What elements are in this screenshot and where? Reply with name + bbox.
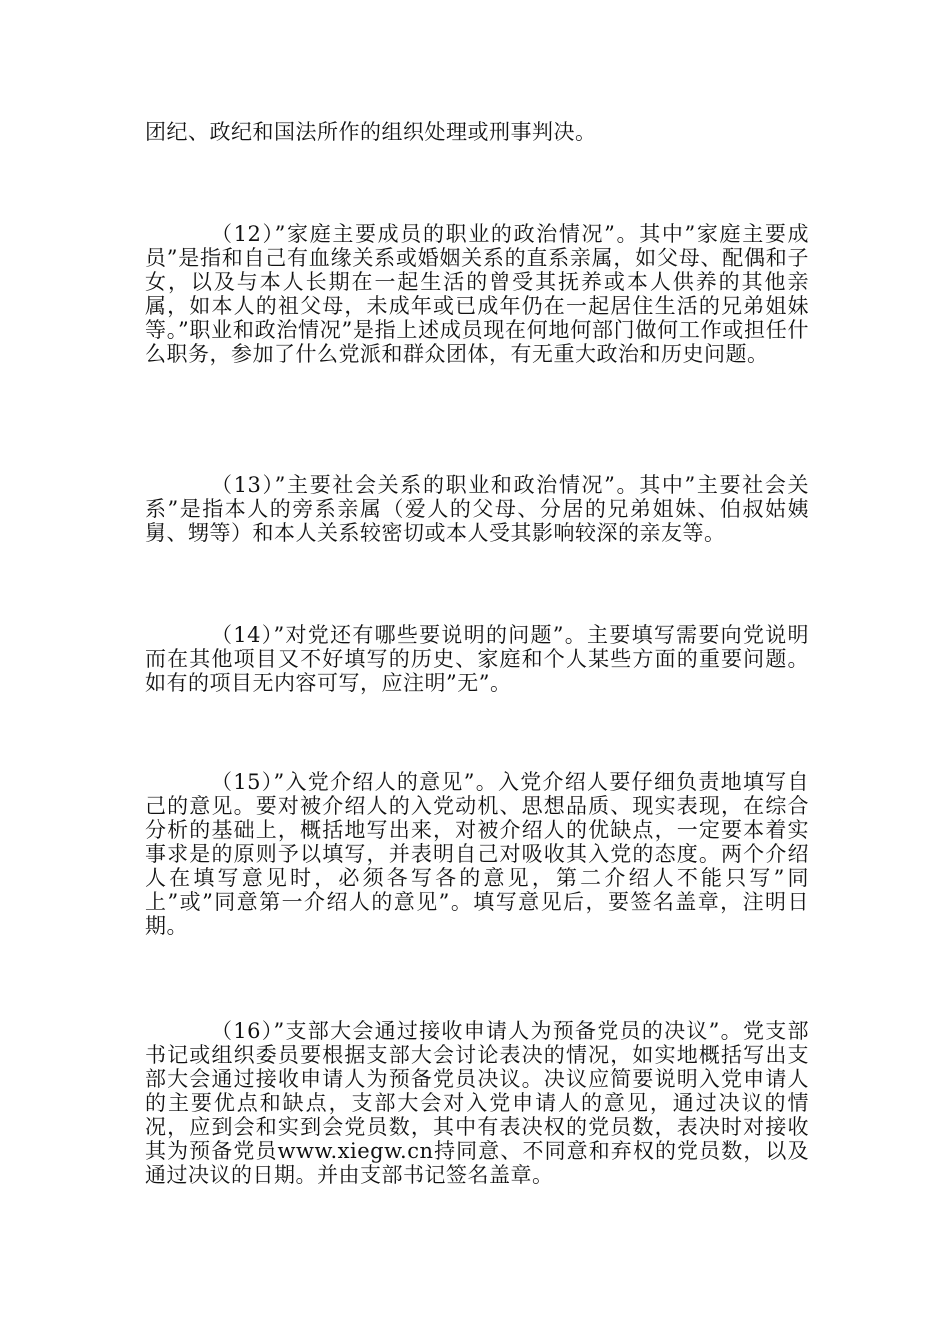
paragraph-item-15: （15）”入党介绍人的意见”。入党介绍人要仔细负责地填写自己的意见。要对被介绍人的入党动机、思想品质、现实表现，在综合分析的基础上，概括地写出来，对被介绍人的优缺点，一定要本着实事求是的原则予以填写，并表明自己对吸收其入党的态度。两个介绍人在填写意见时，必须各写各的意见，第二介绍人不能只写”同上”或”同意第一介绍人的意见”。填写意见后，要签名盖章，注明日期。: [145, 770, 809, 938]
paragraph-item-16: （16）”支部大会通过接收申请人为预备党员的决议”。党支部书记或组织委员要根据支部大会讨论表决的情况，如实地概括写出支部大会通过接收申请人为预备党员决议。决议应简要说明入党申请人的主要优点和缺点，支部大会对入党申请人的意见，通过决议的情况，应到会和实到会党员数，其中有表决权的党员数，表决时对接收其为预备党员www.xiegw.cn持同意、不同意和弃权的党员数，以及通过决议的日期。并由支部书记签名盖章。: [145, 1019, 809, 1187]
paragraph-item-12: （12）”家庭主要成员的职业的政治情况”。其中”家庭主要成员”是指和自己有血缘关系或婚姻关系的直系亲属，如父母、配偶和子女，以及与本人长期在一起生活的曾受其抚养或本人供养的其他亲属，如本人的祖父母，未成年或已成年仍在一起居住生活的兄弟姐妹等。”职业和政治情况”是指上述成员现在何地何部门做何工作或担任什么职务，参加了什么党派和群众团体，有无重大政治和历史问题。: [145, 222, 809, 366]
paragraph-item-13: （13）”主要社会关系的职业和政治情况”。其中”主要社会关系”是指本人的旁系亲属（爱人的父母、分居的兄弟姐妹、伯叔姑姨舅、甥等）和本人关系较密切或本人受其影响较深的亲友等。: [145, 473, 809, 545]
paragraph-item-14: （14）”对党还有哪些要说明的问题”。主要填写需要向党说明而在其他项目又不好填写的历史、家庭和个人某些方面的重要问题。如有的项目无内容可写，应注明”无”。: [145, 623, 809, 695]
paragraph-continuation: 团纪、政纪和国法所作的组织处理或刑事判决。: [145, 120, 597, 144]
